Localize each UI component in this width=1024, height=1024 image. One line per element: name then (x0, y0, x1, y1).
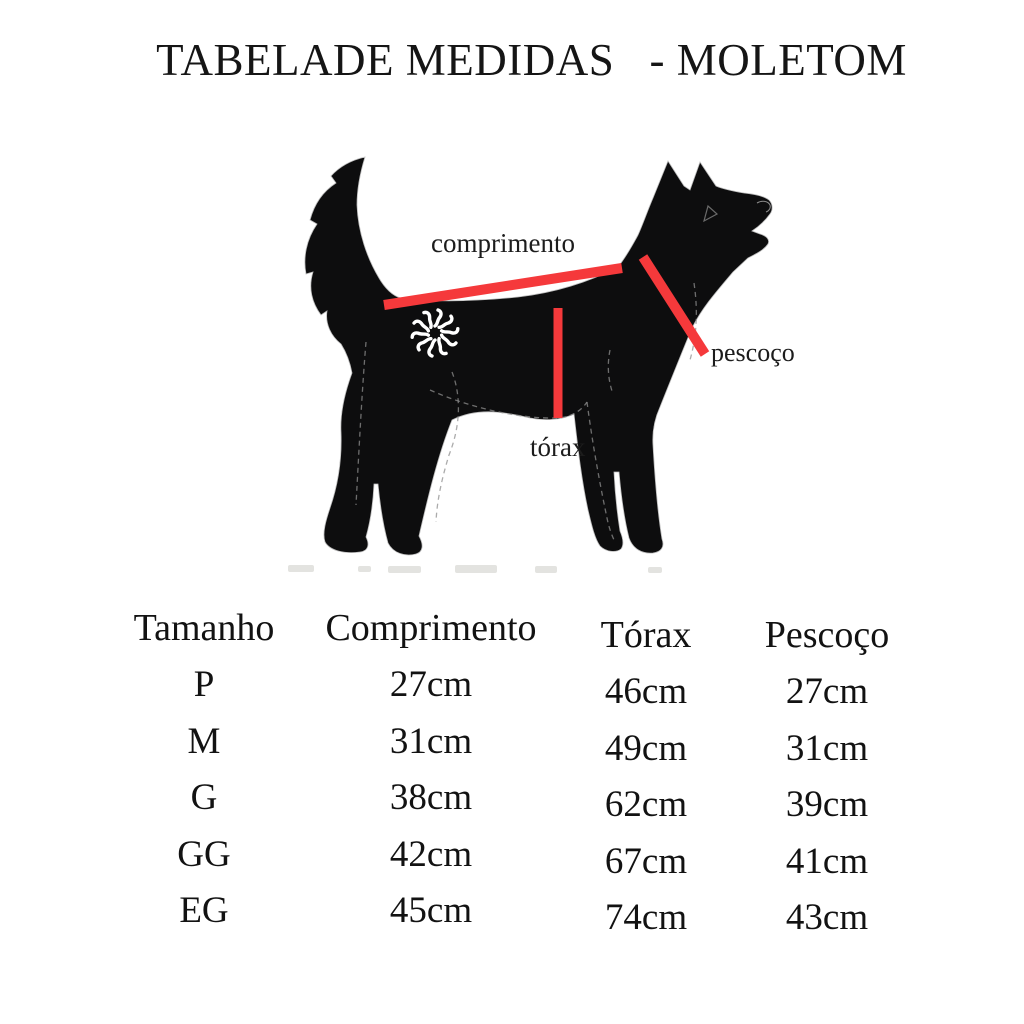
column-comprimento (301, 600, 561, 939)
pescoco-label: pescoço (711, 338, 795, 367)
measure-cell: 49cm (604, 727, 688, 769)
measure-cell: 45cm (389, 890, 473, 932)
size-cell: G (190, 777, 218, 819)
column-tamanho (104, 600, 304, 939)
measure-cell: 31cm (785, 727, 869, 769)
column-pescoco (737, 607, 917, 946)
size-cell: GG (177, 833, 231, 875)
measure-cell: 43cm (785, 897, 869, 939)
measure-cell: 62cm (604, 784, 688, 826)
column-header-comprimento: Comprimento (325, 607, 537, 650)
column-header-tamanho: Tamanho (133, 607, 275, 650)
column-header-torax: Tórax (600, 614, 692, 657)
measure-cell: 38cm (389, 777, 473, 819)
page-title: TABELADE MEDIDAS - MOLETOM (156, 35, 907, 85)
measure-cell: 41cm (785, 840, 869, 882)
measure-cell: 74cm (604, 897, 688, 939)
measure-cell: 46cm (604, 671, 688, 713)
size-cell: EG (179, 890, 229, 932)
measure-cell: 31cm (389, 720, 473, 762)
dog-silhouette-illustration (305, 157, 772, 555)
size-cell: P (193, 664, 215, 706)
measure-cell: 27cm (785, 671, 869, 713)
column-torax (566, 607, 726, 946)
watermark-smudges (288, 565, 662, 573)
measure-cell: 67cm (604, 840, 688, 882)
torax-label: tórax (530, 432, 586, 462)
column-header-pescoco: Pescoço (764, 614, 890, 657)
measure-cell: 42cm (389, 833, 473, 875)
measure-cell: 39cm (785, 784, 869, 826)
size-cell: M (187, 720, 221, 762)
comprimento-label: comprimento (431, 228, 575, 258)
measure-cell: 27cm (389, 664, 473, 706)
